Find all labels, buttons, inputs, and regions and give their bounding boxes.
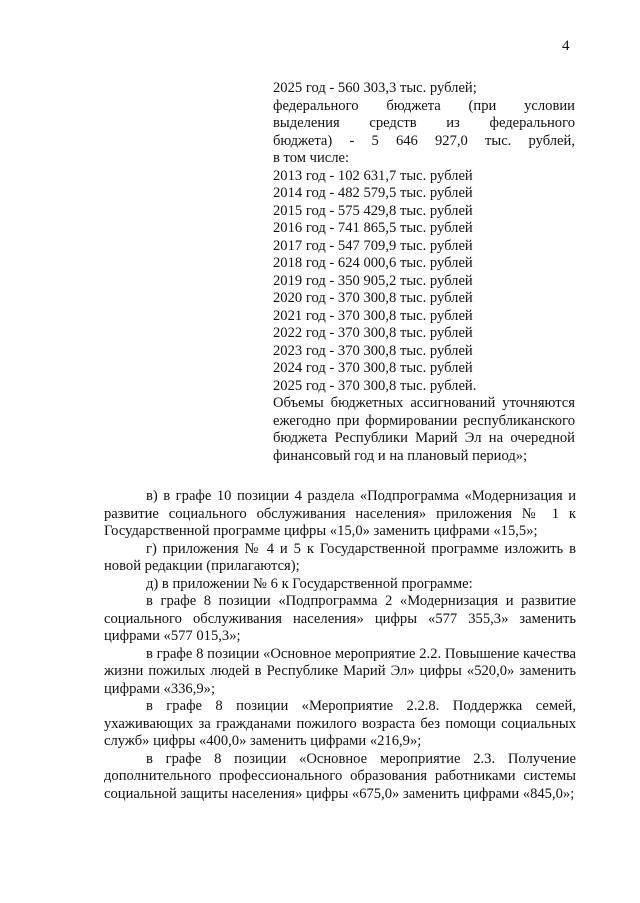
year-funding-line: 2023 год - 370 300,8 тыс. рублей [273,342,473,359]
paragraph-v: в) в графе 10 позиции 4 раздела «Подпрограмма «Модернизация и развитие социального обслуживания населения» приложения № 1 к Государственной программе цифры «15,0» заменить цифрами «15,5»; [104,488,576,539]
budget-note: Объемы бюджетных ассигнований уточняются ежегодно при формировании республиканского бюджета Республики Марий Эл на очередной финансовый год и на плановый период»; [273,395,575,464]
year-funding-line: 2022 год - 370 300,8 тыс. рублей [273,325,473,341]
including-label: в том числе: [273,150,350,166]
year-funding-line: 2014 год - 482 579,5 тыс. рублей [273,185,473,201]
federal-budget-line: выделения средств из федерального [273,115,575,131]
paragraph-d: д) в приложении № 6 к Государственной программе: [146,575,473,592]
funding-line-2025-total: 2025 год - 560 303,3 тыс. рублей; [273,80,477,96]
year-funding-line: 2016 год - 741 865,5 тыс. рублей [273,220,473,236]
federal-budget-line: бюджета) - 5 646 927,0 тыс. рублей, [273,132,575,149]
year-funding-line: 2017 год - 547 709,9 тыс. рублей [273,237,473,254]
federal-budget-line: федерального бюджета (при условии [273,97,575,114]
year-funding-line: 2024 год - 370 300,8 тыс. рублей [273,360,473,376]
amendments-text [104,488,576,803]
paragraph-main-measure-2-3: в графе 8 позиции «Основное мероприятие 2.3. Получение дополнительного профессионального образования работниками системы социальной защиты населения» цифры «675,0» заменить цифрами «845,0»; [104,750,576,802]
year-funding-line: 2025 год - 370 300,8 тыс. рублей. [273,377,477,394]
paragraph-measure-2-2-8: в графе 8 позиции «Мероприятие 2.2.8. Поддержка семей, ухаживающих за гражданами пожилого возраста без помощи социальных служб» цифры «400,0» заменить цифрами «216,9»; [104,698,576,749]
paragraph-subprogram-2: в графе 8 позиции «Подпрограмма 2 «Модернизация и развитие социального обслуживания населения» цифры «577 355,3» заменить цифрами «577 015,3»; [104,593,576,644]
year-funding-line: 2021 год - 370 300,8 тыс. рублей [273,307,473,324]
funding-breakdown-block [273,80,575,465]
year-funding-line: 2013 год - 102 631,7 тыс. рублей [273,167,473,184]
paragraph-g: г) приложения № 4 и 5 к Государственной программе изложить в новой редакции (прилагаются); [104,540,576,574]
year-funding-line: 2019 год - 350 905,2 тыс. рублей [273,272,473,289]
year-funding-line: 2015 год - 575 429,8 тыс. рублей [273,202,473,219]
year-funding-line: 2020 год - 370 300,8 тыс. рублей [273,290,473,306]
paragraph-main-measure-2-2: в графе 8 позиции «Основное мероприятие 2.2. Повышение качества жизни пожилых людей в Республике Марий Эл» цифры «520,0» заменить цифрами «336,9»; [104,645,576,697]
year-funding-line: 2018 год - 624 000,6 тыс. рублей [273,255,473,271]
page-number: 4 [562,38,570,54]
